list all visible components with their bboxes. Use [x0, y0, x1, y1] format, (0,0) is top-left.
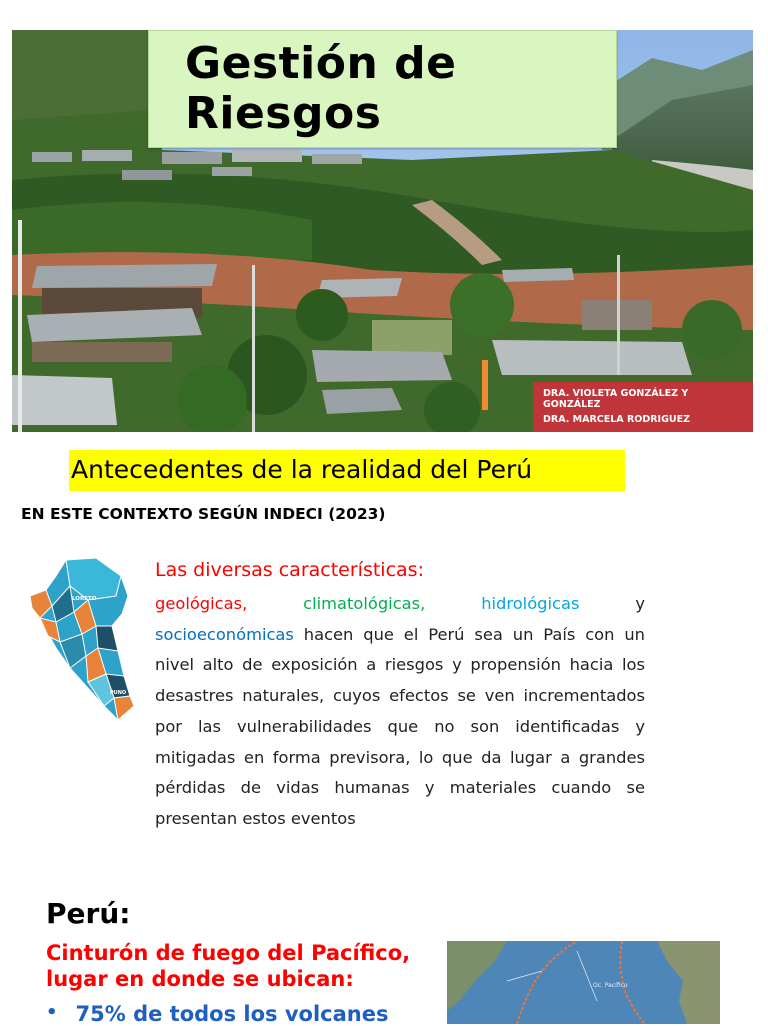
term-geologicas: geológicas,: [155, 594, 248, 613]
authors-box: [533, 382, 753, 432]
characteristics-line: [155, 589, 645, 620]
paragraph-text: hacen que el Perú sea un País con un nivel alto de exposición a riesgos y propensión hacia los desastres naturales, cuyos efectos se ven incrementados por las vulnerabilidades que no son identificadas y mitigadas en forma previsora, lo que da lugar a grandes pérdidas de vidas humanas y materiales cuando se presentan estos eventos: [155, 624, 645, 828]
peru-heading: Perú:: [46, 897, 131, 930]
bullet-icon: •: [46, 1002, 58, 1023]
pacific-ring-map: [447, 941, 720, 1024]
map-label-puno: PUNO: [110, 690, 127, 696]
page-title: Gestión de Riesgos: [185, 38, 457, 139]
context-line: EN ESTE CONTEXTO SEGÚN INDECI (2023): [21, 505, 386, 523]
body-paragraph: [155, 589, 645, 835]
subheading: Las diversas características:: [155, 559, 424, 581]
term-socioeconomicas: socioeconómicas: [155, 624, 294, 644]
title-box: [148, 30, 617, 148]
ring-of-fire-heading: Cinturón de fuego del Pacífico, lugar en donde se ubican:: [46, 941, 411, 991]
paragraph-rest: [155, 620, 645, 835]
section-heading: Antecedentes de la realidad del Perú: [69, 450, 625, 491]
term-hidrologicas: hidrológicas: [481, 594, 580, 613]
conjunction: y: [635, 594, 645, 613]
author-1: DRA. VIOLETA GONZÁLEZ Y GONZÁLEZ: [543, 388, 689, 410]
peru-regions-map: [26, 556, 144, 722]
author-2: DRA. MARCELA RODRIGUEZ: [543, 414, 690, 425]
hero-slide: [12, 30, 753, 432]
bullet-item: [46, 1002, 388, 1026]
term-climatologicas: climatológicas,: [303, 594, 426, 613]
map-label-loreto: LORETO: [72, 596, 97, 602]
map-label-pacific: Oc. Pacífico: [593, 982, 628, 989]
bullet-text: 75% de todos los volcanes: [75, 1002, 389, 1026]
